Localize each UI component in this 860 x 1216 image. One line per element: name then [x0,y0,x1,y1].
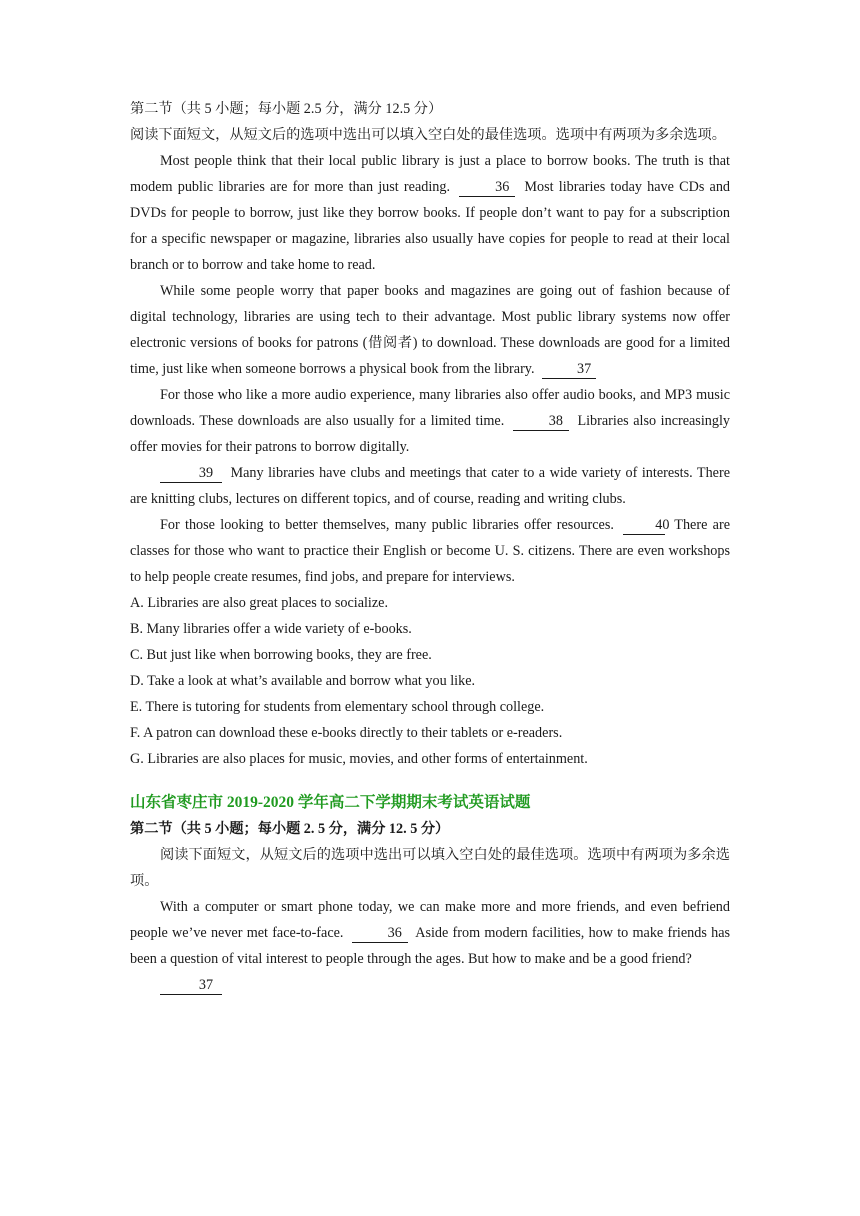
option-g: G. Libraries are also places for music, movies, and other forms of entertainment. [130,751,588,767]
instruction-text: 阅读下面短文，从短文后的选项中选出可以填入空白处的最佳选项。选项中有两项为多余选项。 [130,127,726,143]
paragraph-text: Libraries also increasingly offer movies for their patrons to borrow digitally. [130,413,730,455]
paragraph-text: For those who like a more audio experience, many libraries also offer audio books, and MP3 music downloads. These downloads are also usually for a limited time. [130,387,730,429]
blank-36: 36 [459,178,515,197]
instruction-text-2: 阅读下面短文，从短文后的选项中选出可以填入空白处的最佳选项。选项中有两项为多余选项。 [130,847,730,889]
option-c: C. But just like when borrowing books, they are free. [130,647,432,663]
section-heading: 第二节（共 5 小题；每小题 2.5 分，满分 12.5 分） [130,101,443,117]
paragraph-text: While some people worry that paper books and magazines are going out of fashion because of digital technology, libraries are using tech to their advantage. Most public library systems now offer electronic versions of books for patrons (借阅者) to download. These downloads are good for a limited time, just like when someone borrows a physical book from the library. [130,283,730,377]
option-b: B. Many libraries offer a wide variety of e-books. [130,621,412,637]
paragraph-text: Most libraries today have CDs and DVDs for people to borrow, just like they borrow books. If people don’t want to pay for a subscription for a specific newspaper or magazine, libraries also usually have copies for people to read at their local branch or to borrow and take home to read. [130,179,731,273]
passage2-paragraph-1 [130,894,730,972]
passage-paragraph-1 [130,148,730,278]
paragraph-text: There are classes for those who want to practice their English or become U. S. citizens. There are even workshops to help people create resumes, find jobs, and prepare for interviews. [130,517,730,585]
passage-paragraph-3 [130,382,730,460]
option-a: A. Libraries are also great places to socialize. [130,595,389,611]
passage-paragraph-5 [130,512,730,590]
blank-39: 39 [160,464,222,483]
passage-paragraph-4 [130,460,730,512]
blank-38: 38 [513,412,569,431]
source-title: 山东省枣庄市 2019-2020 学年高二下学期期末考试英语试题 [130,794,531,811]
option-f: F. A patron can download these e-books directly to their tablets or e-readers. [130,725,563,741]
paragraph-text: For those looking to better themselves, many public libraries offer resources. [160,517,614,533]
paragraph-text: Aside from modern facilities, how to make friends has been a question of vital interest to people through the ages. But how to make and be a good friend? [130,925,731,967]
paragraph-text: Most people think that their local public library is just a place to borrow books. The truth is that modem public libraries are for more than just reading. [130,153,730,195]
option-e: E. There is tutoring for students from elementary school through college. [130,699,545,715]
paragraph-text: With a computer or smart phone today, we can make more and more friends, and even befriend people we’ve never met face-to-face. [130,899,730,941]
passage2-paragraph-2 [130,972,730,998]
blank-37: 37 [542,360,596,379]
option-d: D. Take a look at what’s available and borrow what you like. [130,673,476,689]
document-page [130,96,730,998]
passage-paragraph-2 [130,278,730,382]
blank-37-2: 37 [160,976,222,995]
options-list [130,590,730,772]
blank-40: 40 [623,516,665,535]
paragraph-text: Many libraries have clubs and meetings that cater to a wide variety of interests. There are knitting clubs, lectures on different topics, and of course, reading and writing clubs. [130,465,731,507]
section-heading-2: 第二节（共 5 小题；每小题 2. 5 分，满分 12. 5 分） [130,821,450,837]
blank-36-2: 36 [352,924,408,943]
